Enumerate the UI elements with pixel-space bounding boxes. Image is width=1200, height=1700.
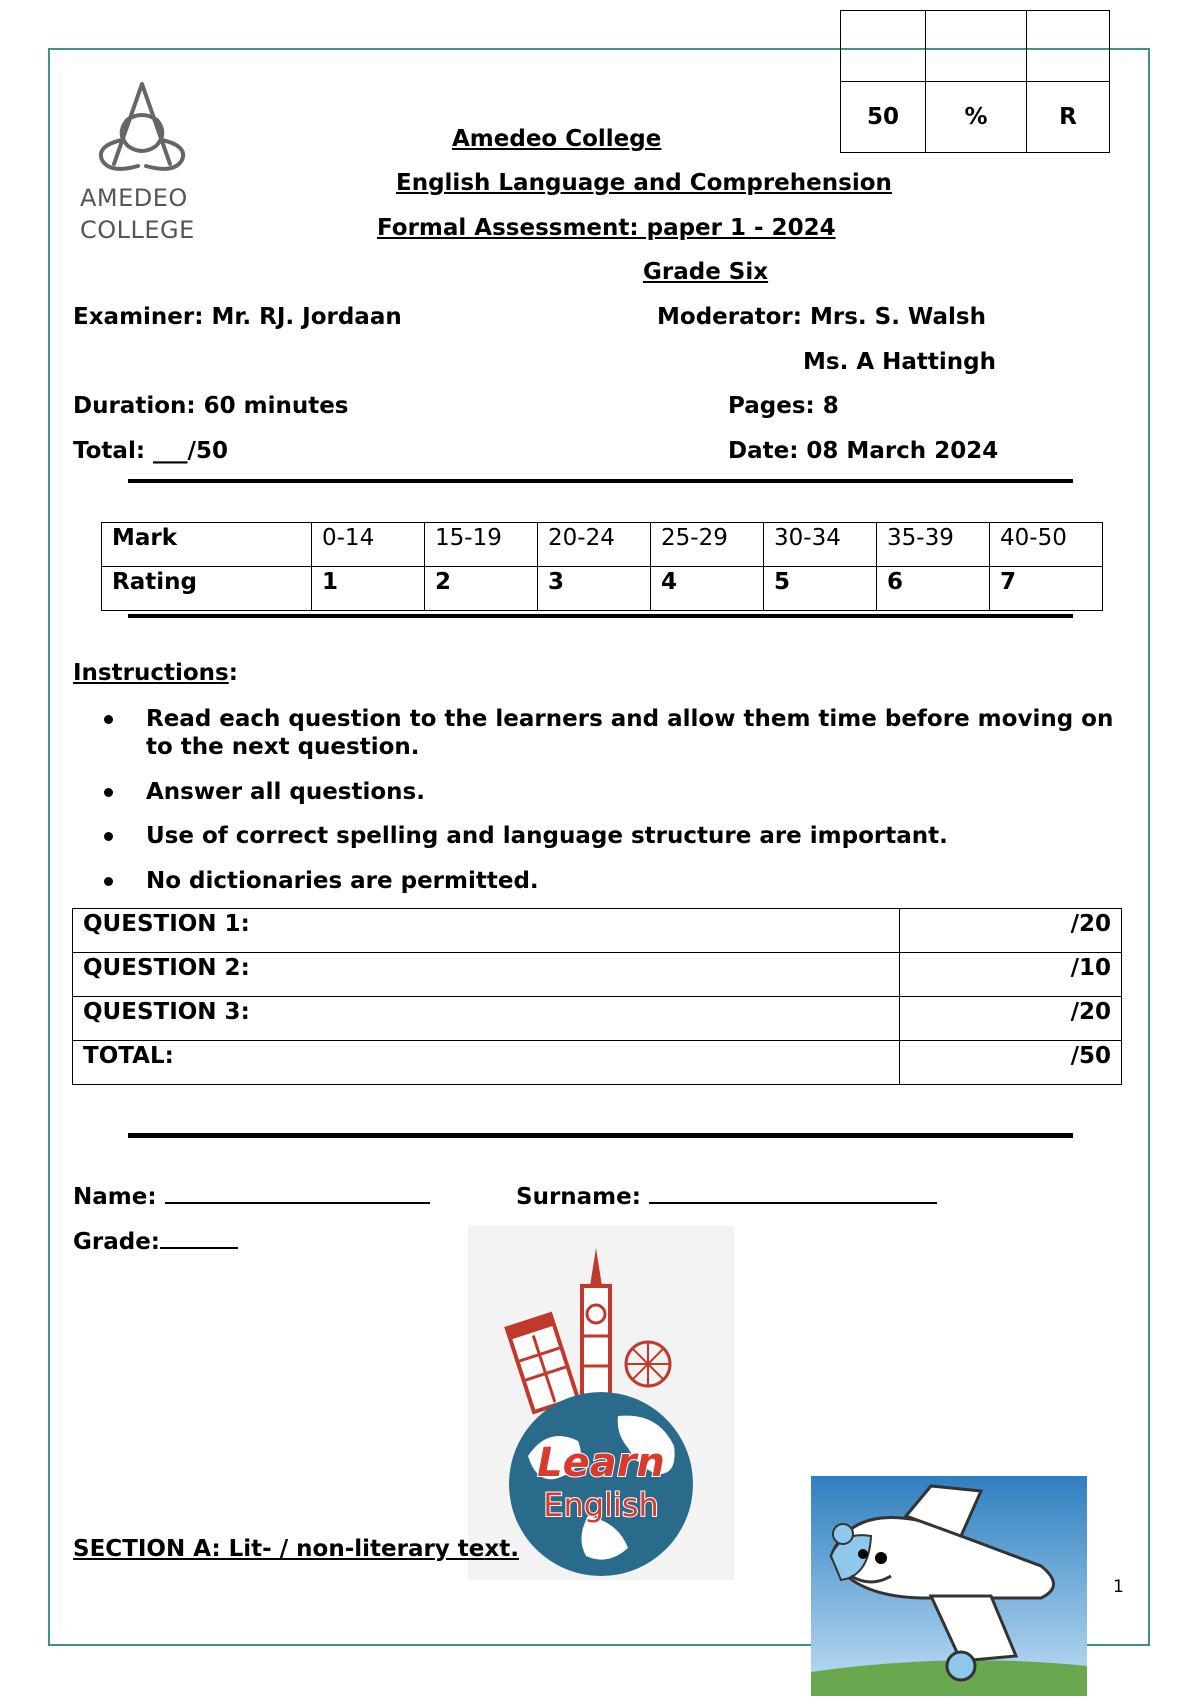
rating-table-mark-row [102,523,1103,567]
page-count: Pages: 8 [728,393,839,419]
rating-cell: 1 [312,567,425,611]
rating-label: Rating [102,567,312,611]
question-label: QUESTION 3: [73,997,900,1041]
bullet-icon [104,832,113,841]
learn-word: Learn [537,1440,665,1486]
assessment-title: Formal Assessment: paper 1 - 2024 [377,215,836,241]
school-title: Amedeo College [452,126,662,152]
score-box [840,10,1110,153]
name-label: Name: [73,1184,157,1210]
question-score: /10 [900,953,1122,997]
score-box-blank-1[interactable] [841,11,926,82]
divider-2 [128,614,1073,618]
divider-3 [128,1133,1073,1138]
exam-date: Date: 08 March 2024 [728,438,999,464]
name-field [73,1180,430,1210]
big-ben-icon [582,1248,610,1416]
rating-table-rating-row [102,567,1103,611]
mark-label: Mark [102,523,312,567]
table-row [73,953,1122,997]
mark-cell: 20-24 [538,523,651,567]
question-label: QUESTION 2: [73,953,900,997]
question-label: QUESTION 1: [73,909,900,953]
instructions-colon: : [228,660,238,686]
subject-title: English Language and Comprehension [396,170,892,196]
surname-input-line[interactable] [649,1180,937,1204]
instructions-title: Instructions [73,660,229,686]
rating-cell: 4 [651,567,764,611]
score-box-rating: R [1027,82,1110,153]
grade-label: Grade: [73,1229,161,1255]
score-box-percent: % [926,82,1027,153]
grade-field [73,1225,238,1255]
total-score-cell: /50 [900,1041,1122,1085]
score-box-blank-2[interactable] [926,11,1027,82]
grade-title: Grade Six [643,259,769,285]
instruction-text: No dictionaries are permitted. [146,868,539,894]
grade-input-line[interactable] [160,1225,238,1249]
bullet-icon [104,715,113,724]
ferris-wheel-icon [626,1342,670,1386]
instruction-text: Answer all questions. [146,779,425,805]
total-label: TOTAL: [73,1041,900,1085]
rating-table [101,522,1103,611]
divider-1 [128,479,1073,483]
airplane-image [811,1476,1087,1696]
question-score: /20 [900,909,1122,953]
surname-field [516,1180,937,1210]
score-box-total: 50 [841,82,926,153]
instructions-heading [73,660,238,686]
english-word: English [543,1486,659,1524]
table-row [73,909,1122,953]
bullet-icon [104,788,113,797]
logo-emblem-icon [72,80,212,180]
rating-cell: 3 [538,567,651,611]
page-number: 1 [1113,1577,1124,1597]
instruction-text: Use of correct spelling and language structure are important. [146,823,948,849]
moderator: Moderator: Mrs. S. Walsh [657,304,986,330]
mark-cell: 30-34 [764,523,877,567]
instruction-item [104,778,1124,806]
rating-cell: 2 [425,567,538,611]
learn-english-image [468,1226,734,1580]
learn-english-illustration [468,1226,734,1580]
mark-cell: 40-50 [990,523,1103,567]
moderator-2: Ms. A Hattingh [803,349,996,375]
bullet-icon [104,877,113,886]
score-box-blank-3[interactable] [1027,11,1110,82]
instruction-text: Read each question to the learners and allow them time before moving on to the next question. [146,706,1114,760]
table-row [73,1041,1122,1085]
mark-cell: 25-29 [651,523,764,567]
phone-box-icon [507,1314,578,1412]
rating-cell: 5 [764,567,877,611]
instruction-item [104,867,1124,895]
logo-text-line1: AMEDEO [80,184,188,212]
rating-cell: 6 [877,567,990,611]
section-title: SECTION A: Lit- / non-literary text. [73,1536,519,1562]
examiner: Examiner: Mr. RJ. Jordaan [73,304,402,330]
mark-cell: 35-39 [877,523,990,567]
question-score: /20 [900,997,1122,1041]
name-input-line[interactable] [165,1180,430,1204]
instruction-item [104,705,1124,761]
total-score: Total: ___/50 [73,438,228,464]
table-row [73,997,1122,1041]
college-logo [72,80,212,250]
mark-cell: 15-19 [425,523,538,567]
question-score-table [72,908,1122,1085]
rating-cell: 7 [990,567,1103,611]
duration: Duration: 60 minutes [73,393,349,419]
mark-cell: 0-14 [312,523,425,567]
surname-label: Surname: [516,1184,641,1210]
airplane-illustration [811,1476,1087,1696]
logo-text-line2: COLLEGE [80,216,195,244]
instruction-item [104,822,1124,850]
